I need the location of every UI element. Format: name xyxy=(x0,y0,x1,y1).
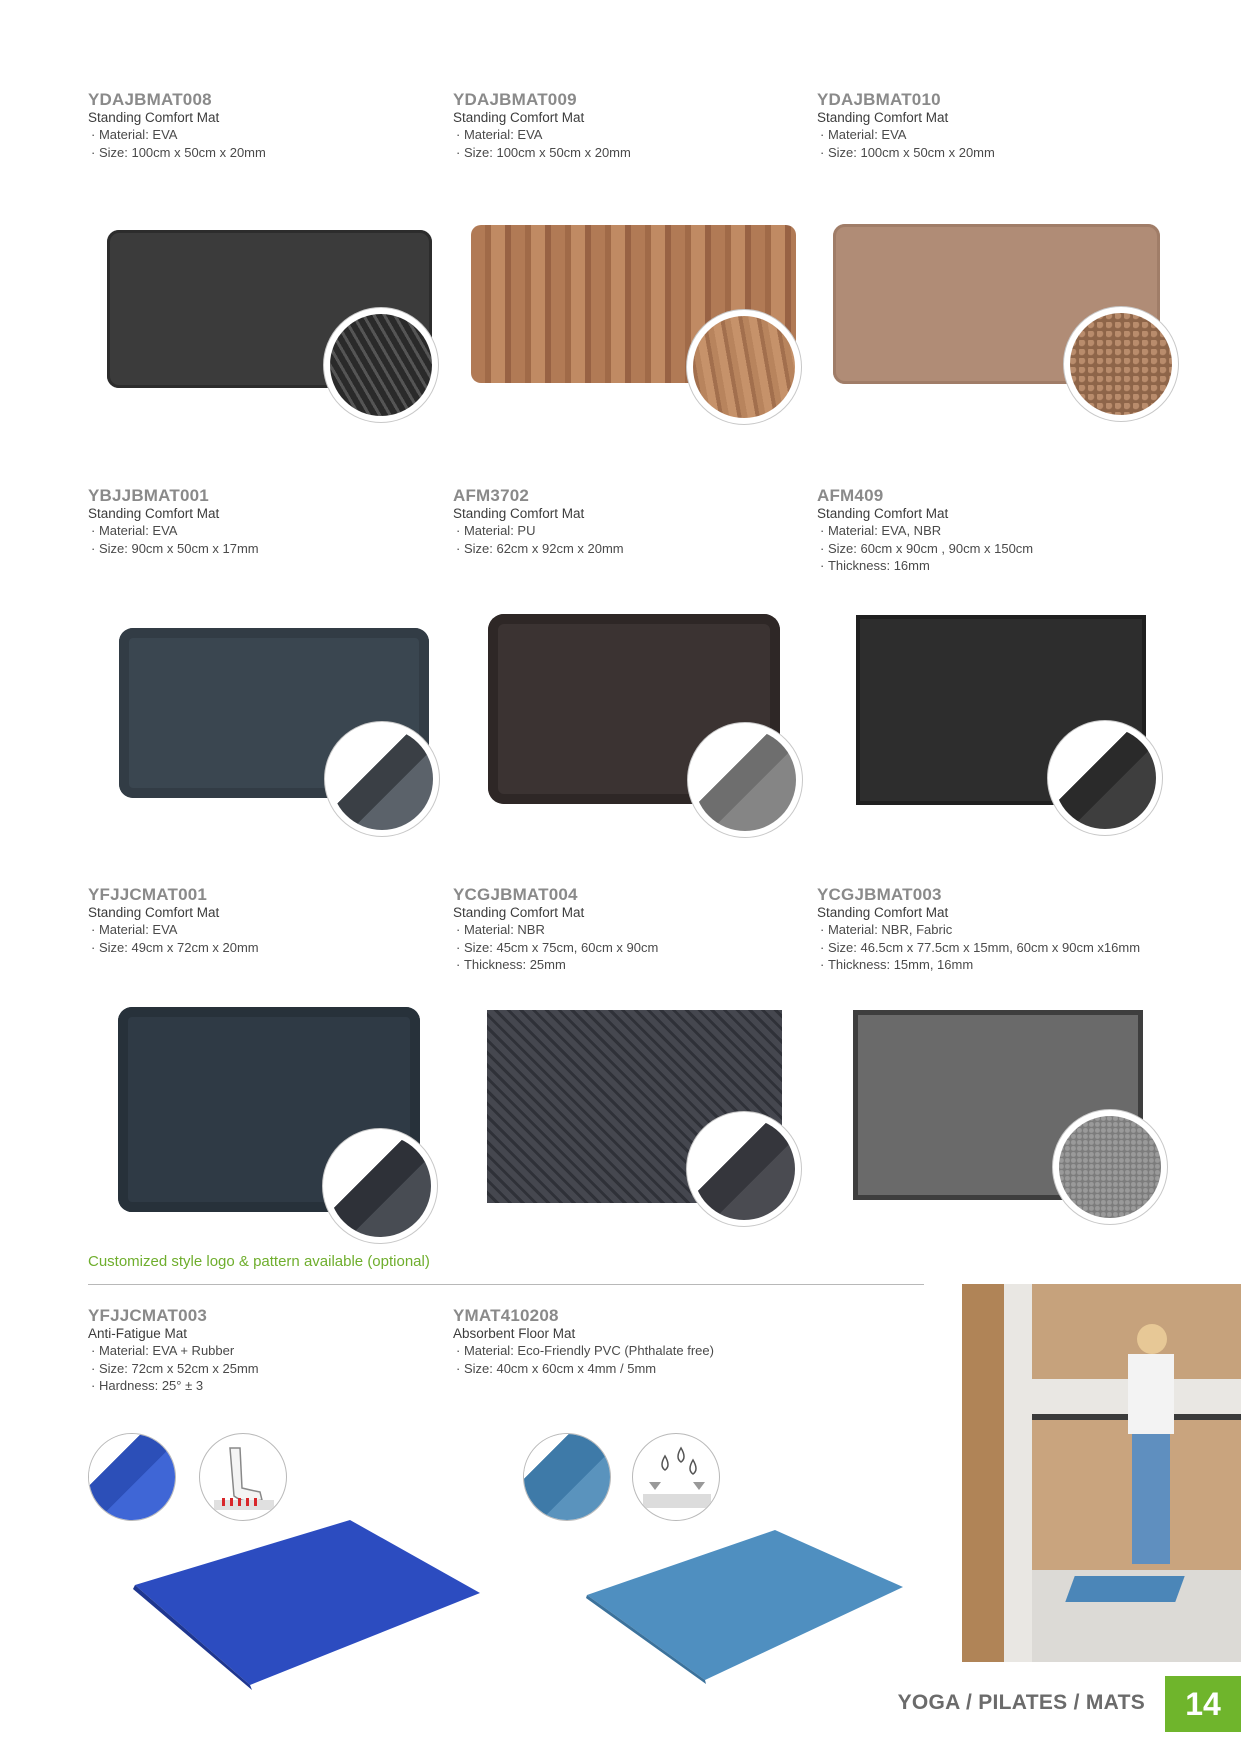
product-9 xyxy=(817,885,1197,974)
blue-texture-circle xyxy=(88,1433,176,1521)
texture-zoom-pebble xyxy=(1063,306,1179,422)
texture-zoom-fabric xyxy=(1052,1109,1168,1225)
spec-thickness: · Thickness: 15mm, 16mm xyxy=(817,956,1197,974)
product-6 xyxy=(817,486,1177,575)
product-code: YCGJBMAT004 xyxy=(453,885,578,904)
spec-size: · Size: 46.5cm x 77.5cm x 15mm, 60cm x 90cm x16mm xyxy=(817,939,1197,957)
kitchen-lifestyle-photo xyxy=(962,1284,1241,1662)
spec-list xyxy=(453,126,813,161)
spec-size: · Size: 100cm x 50cm x 20mm xyxy=(88,144,448,162)
spec-size: · Size: 60cm x 90cm , 90cm x 150cm xyxy=(817,540,1177,558)
texture-zoom-diamond-black xyxy=(686,1111,802,1227)
spec-size: · Size: 62cm x 92cm x 20mm xyxy=(453,540,813,558)
product-3 xyxy=(817,90,1177,161)
spec-material: · Material: NBR xyxy=(453,921,813,939)
section-divider xyxy=(88,1284,924,1285)
spec-list xyxy=(453,522,813,557)
texture-zoom-diamond xyxy=(1047,720,1163,836)
product-type: Absorbent Floor Mat xyxy=(453,1326,576,1341)
product-7 xyxy=(88,885,448,956)
product-code: YDAJBMAT009 xyxy=(453,90,577,109)
page-number: 14 xyxy=(1185,1685,1221,1722)
product-4 xyxy=(88,486,448,557)
spec-list xyxy=(453,1342,833,1377)
custom-logo-note: Customized style logo & pattern available (optional) xyxy=(88,1253,430,1270)
product-code: YFJJCMAT001 xyxy=(88,885,208,904)
section-title: YOGA / PILATES / MATS xyxy=(897,1691,1145,1714)
spec-list xyxy=(817,921,1197,974)
spec-material: · Material: EVA + Rubber xyxy=(88,1342,448,1360)
spec-size: · Size: 100cm x 50cm x 20mm xyxy=(817,144,1177,162)
texture-zoom-corner xyxy=(324,721,440,837)
product-type: Standing Comfort Mat xyxy=(453,905,585,920)
spec-list xyxy=(88,522,448,557)
spec-list xyxy=(88,1342,448,1395)
product-code: YDAJBMAT008 xyxy=(88,90,212,109)
product-code: YCGJBMAT003 xyxy=(817,885,942,904)
spec-size: · Size: 90cm x 50cm x 17mm xyxy=(88,540,448,558)
product-type: Standing Comfort Mat xyxy=(453,110,585,125)
spec-material: · Material: EVA xyxy=(453,126,813,144)
spec-size: · Size: 100cm x 50cm x 20mm xyxy=(453,144,813,162)
product-type: Anti-Fatigue Mat xyxy=(88,1326,188,1341)
product-type: Standing Comfort Mat xyxy=(817,110,949,125)
product-11 xyxy=(453,1306,833,1377)
product-1 xyxy=(88,90,448,161)
product-type: Standing Comfort Mat xyxy=(88,506,220,521)
spec-material: · Material: EVA, NBR xyxy=(817,522,1177,540)
blue-anti-fatigue-mat-image xyxy=(130,1515,490,1690)
product-type: Standing Comfort Mat xyxy=(817,506,949,521)
spec-material: · Material: EVA xyxy=(817,126,1177,144)
product-type: Standing Comfort Mat xyxy=(88,905,220,920)
spec-material: · Material: Eco-Friendly PVC (Phthalate free) xyxy=(453,1342,833,1360)
product-2 xyxy=(453,90,813,161)
product-code: AFM3702 xyxy=(453,486,530,505)
spec-size: · Size: 40cm x 60cm x 4mm / 5mm xyxy=(453,1360,833,1378)
texture-zoom-navy-corner xyxy=(322,1128,438,1244)
spec-list xyxy=(453,921,813,974)
product-code: YBJJBMAT001 xyxy=(88,486,209,505)
spec-list xyxy=(817,522,1177,575)
spec-material: · Material: EVA xyxy=(88,522,448,540)
spec-size: · Size: 49cm x 72cm x 20mm xyxy=(88,939,448,957)
spec-list xyxy=(88,921,448,956)
foot-pressure-icon xyxy=(199,1433,287,1521)
product-type: Standing Comfort Mat xyxy=(817,905,949,920)
spec-material: · Material: PU xyxy=(453,522,813,540)
blue-absorbent-mat-image xyxy=(585,1525,905,1685)
texture-zoom-wave xyxy=(687,722,803,838)
spec-list xyxy=(817,126,1177,161)
product-type: Standing Comfort Mat xyxy=(453,506,585,521)
product-10 xyxy=(88,1306,448,1395)
spec-thickness: · Thickness: 25mm xyxy=(453,956,813,974)
product-5 xyxy=(453,486,813,557)
spec-size: · Size: 45cm x 75cm, 60cm x 90cm xyxy=(453,939,813,957)
product-type: Standing Comfort Mat xyxy=(88,110,220,125)
water-absorb-icon xyxy=(632,1433,720,1521)
spec-hardness: · Hardness: 25° ± 3 xyxy=(88,1377,448,1395)
product-8 xyxy=(453,885,813,974)
texture-zoom-hexagon xyxy=(323,307,439,423)
page-number-badge xyxy=(1165,1676,1241,1732)
spec-size: · Size: 72cm x 52cm x 25mm xyxy=(88,1360,448,1378)
spec-material: · Material: EVA xyxy=(88,126,448,144)
spec-thickness: · Thickness: 16mm xyxy=(817,557,1177,575)
spec-material: · Material: NBR, Fabric xyxy=(817,921,1197,939)
product-code: YDAJBMAT010 xyxy=(817,90,941,109)
product-code: YFJJCMAT003 xyxy=(88,1306,208,1325)
product-code: AFM409 xyxy=(817,486,884,505)
spec-material: · Material: EVA xyxy=(88,921,448,939)
foot-icon xyxy=(200,1434,287,1521)
water-drop-icon xyxy=(633,1434,720,1521)
product-code: YMAT410208 xyxy=(453,1306,559,1325)
spec-list xyxy=(88,126,448,161)
teal-texture-circle xyxy=(523,1433,611,1521)
texture-zoom-wood xyxy=(686,309,802,425)
